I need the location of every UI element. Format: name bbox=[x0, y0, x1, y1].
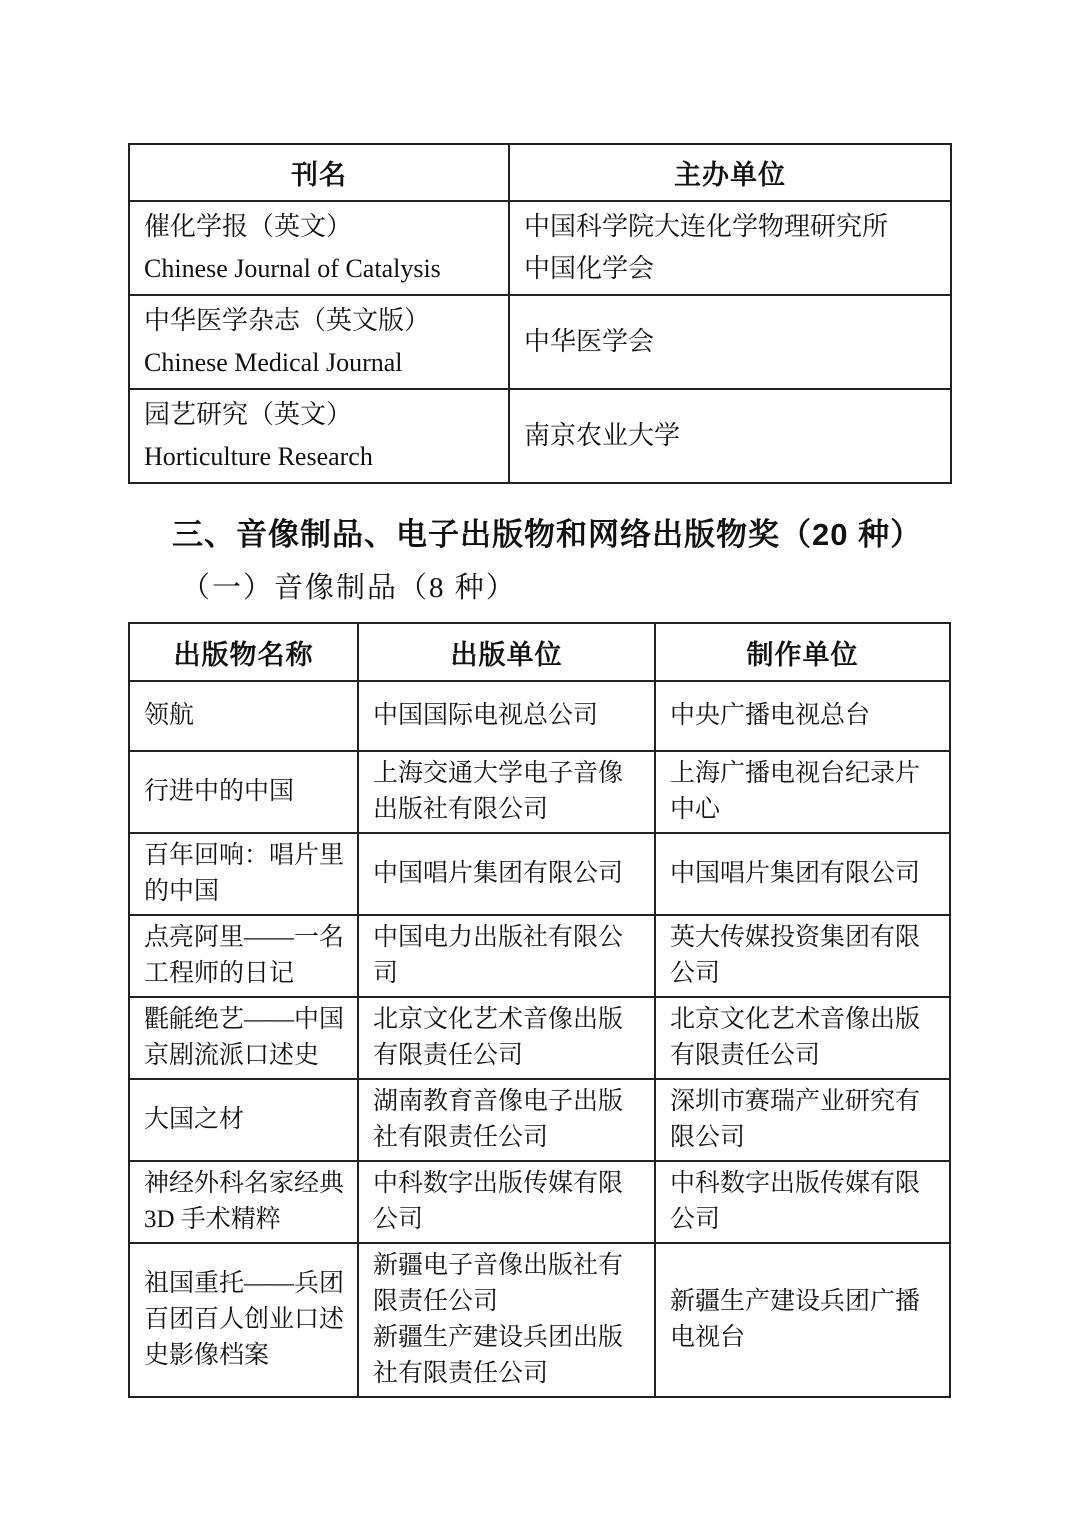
audio-visual-table bbox=[128, 622, 951, 1398]
organizer-line: 南京农业大学 bbox=[524, 421, 681, 450]
table-row bbox=[129, 389, 951, 483]
table-row bbox=[129, 997, 950, 1079]
publication-name-cell: 点亮阿里——一名工程师的日记 bbox=[129, 915, 358, 997]
publication-name-cell: 百年回响：唱片里的中国 bbox=[129, 833, 358, 915]
publisher-cell bbox=[358, 681, 655, 751]
av-table-header-row bbox=[129, 623, 950, 681]
journal-name-cn: 中华医学杂志（英文版） bbox=[144, 306, 431, 335]
publication-name-cell: 神经外科名家经典 3D 手术精粹 bbox=[129, 1161, 358, 1243]
publisher-line: 新疆电子音像出版社有限责任公司 bbox=[373, 1252, 624, 1315]
journal-name-cn: 催化学报（英文） bbox=[144, 212, 353, 241]
producer-cell: 中央广播电视总台 bbox=[655, 681, 950, 751]
publisher-line: 上海交通大学电子音像出版社有限公司 bbox=[373, 760, 624, 823]
producer-cell: 深圳市赛瑞产业研究有限公司 bbox=[655, 1079, 950, 1161]
organizer-cell bbox=[509, 201, 951, 295]
producer-cell: 中国唱片集团有限公司 bbox=[655, 833, 950, 915]
table-row bbox=[129, 1079, 950, 1161]
journal-table-header-row bbox=[129, 144, 951, 201]
organizer-line: 中国化学会 bbox=[524, 254, 655, 283]
table-row bbox=[129, 1243, 950, 1397]
journal-name-cell bbox=[129, 295, 509, 389]
publication-name-cell: 领航 bbox=[129, 681, 358, 751]
journal-name-en: Chinese Medical Journal bbox=[144, 348, 403, 377]
organizer-line: 中华医学会 bbox=[524, 327, 655, 356]
table-row bbox=[129, 915, 950, 997]
journal-name-en: Chinese Journal of Catalysis bbox=[144, 254, 441, 283]
publication-name-cell: 氍毹绝艺——中国京剧流派口述史 bbox=[129, 997, 358, 1079]
publisher-cell bbox=[358, 915, 655, 997]
journal-name-cn: 园艺研究（英文） bbox=[144, 400, 353, 429]
organizer-cell bbox=[509, 295, 951, 389]
publisher-cell bbox=[358, 1243, 655, 1397]
producer-cell: 英大传媒投资集团有限公司 bbox=[655, 915, 950, 997]
publisher-cell bbox=[358, 1079, 655, 1161]
publisher-line: 新疆生产建设兵团出版社有限责任公司 bbox=[373, 1324, 624, 1387]
publisher-cell bbox=[358, 1161, 655, 1243]
publisher-cell bbox=[358, 997, 655, 1079]
publisher-line: 湖南教育音像电子出版社有限责任公司 bbox=[373, 1088, 624, 1151]
table-row bbox=[129, 681, 950, 751]
publisher-line: 中国电力出版社有限公司 bbox=[373, 924, 624, 987]
producer-cell: 新疆生产建设兵团广播电视台 bbox=[655, 1243, 950, 1397]
journal-name-cell bbox=[129, 389, 509, 483]
section-subheading: （一）音像制品（8 种） bbox=[181, 572, 517, 604]
publisher-line: 北京文化艺术音像出版有限责任公司 bbox=[373, 1006, 624, 1069]
table-row bbox=[129, 295, 951, 389]
publisher-cell bbox=[358, 751, 655, 833]
publisher-line: 中国国际电视总公司 bbox=[373, 702, 599, 729]
producer-cell: 北京文化艺术音像出版有限责任公司 bbox=[655, 997, 950, 1079]
journal-name-en: Horticulture Research bbox=[144, 442, 373, 471]
publisher-line: 中国唱片集团有限公司 bbox=[373, 860, 624, 887]
table-row bbox=[129, 833, 950, 915]
organizer-cell bbox=[509, 389, 951, 483]
table-row bbox=[129, 201, 951, 295]
journal-table bbox=[128, 143, 952, 484]
publisher-column-header: 出版单位 bbox=[358, 623, 655, 681]
section-heading: 三、音像制品、电子出版物和网络出版物奖（20 种） bbox=[172, 517, 923, 552]
organizer-line: 中国科学院大连化学物理研究所 bbox=[524, 212, 889, 241]
organizer-column-header: 主办单位 bbox=[509, 144, 951, 201]
producer-cell: 上海广播电视台纪录片中心 bbox=[655, 751, 950, 833]
producer-cell: 中科数字出版传媒有限公司 bbox=[655, 1161, 950, 1243]
publisher-line: 中科数字出版传媒有限公司 bbox=[373, 1170, 624, 1233]
publication-name-column-header: 出版物名称 bbox=[129, 623, 358, 681]
table-row bbox=[129, 751, 950, 833]
publication-name-cell: 行进中的中国 bbox=[129, 751, 358, 833]
publication-name-cell: 大国之材 bbox=[129, 1079, 358, 1161]
publisher-cell bbox=[358, 833, 655, 915]
producer-column-header: 制作单位 bbox=[655, 623, 950, 681]
publication-name-cell: 祖国重托——兵团百团百人创业口述史影像档案 bbox=[129, 1243, 358, 1397]
journal-name-cell bbox=[129, 201, 509, 295]
table-row bbox=[129, 1161, 950, 1243]
journal-name-column-header: 刊名 bbox=[129, 144, 509, 201]
